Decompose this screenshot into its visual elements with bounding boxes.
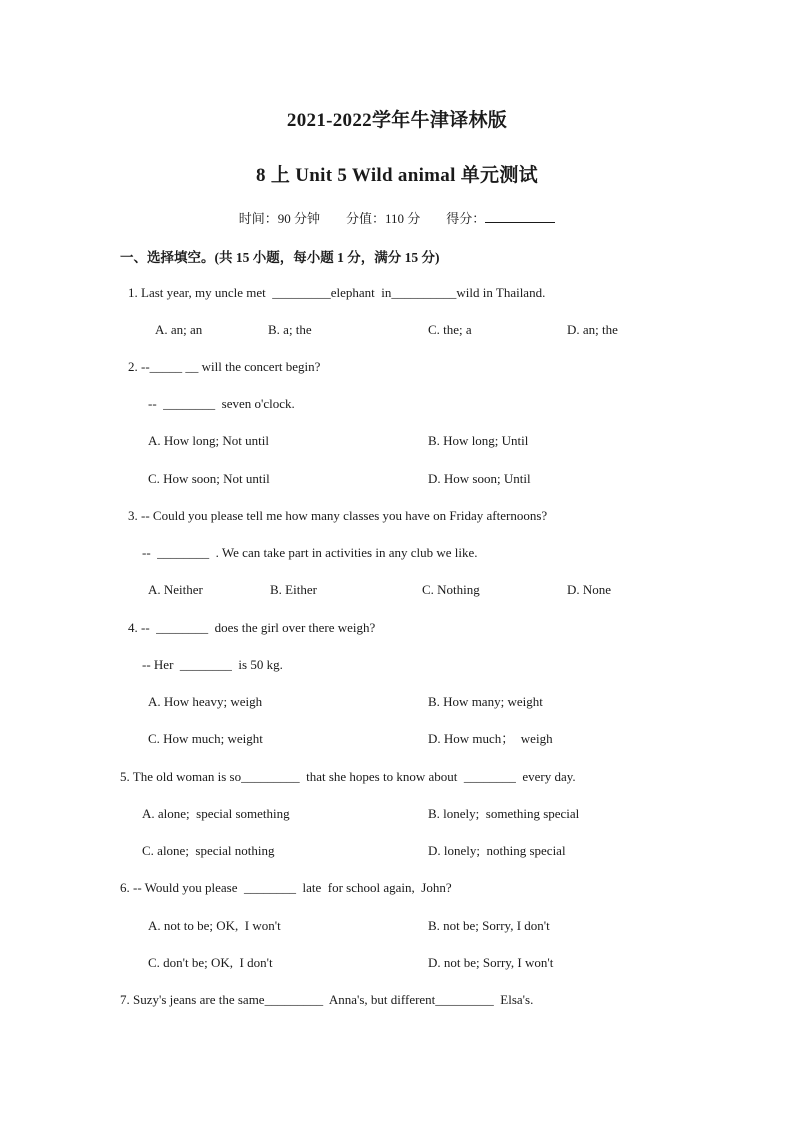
question-2-stem: 2. --_____ __ will the concert begin?	[128, 359, 321, 374]
score-blank[interactable]	[485, 211, 555, 223]
q5-option-d[interactable]: D. lonely; nothing special	[428, 843, 566, 858]
q1-option-c[interactable]: C. the; a	[428, 322, 472, 337]
q2-option-a[interactable]: A. How long; Not until	[148, 433, 269, 448]
question-5-stem: 5. The old woman is so_________ that she hopes to know about ________ every day.	[120, 769, 576, 784]
q4-option-d[interactable]: D. How much； weigh	[428, 731, 553, 746]
q1-option-b[interactable]: B. a; the	[268, 322, 312, 337]
q3-option-a[interactable]: A. Neither	[148, 582, 203, 597]
question-4-line2: -- Her ________ is 50 kg.	[142, 657, 283, 672]
q3-option-c[interactable]: C. Nothing	[422, 582, 480, 597]
question-3-stem: 3. -- Could you please tell me how many classes you have on Friday afternoons?	[128, 508, 548, 523]
time-info: 时间：90 分钟	[238, 211, 320, 226]
q6-option-a[interactable]: A. not to be; OK, I won't	[148, 918, 281, 933]
q3-option-d[interactable]: D. None	[567, 582, 612, 597]
question-4-stem: 4. -- ________ does the girl over there weigh?	[128, 620, 376, 635]
question-2-line2: -- ________ seven o'clock.	[148, 396, 295, 411]
score-got-label: 得分：	[446, 211, 486, 226]
question-7-stem: 7. Suzy's jeans are the same_________ Anna's, but different_________ Elsa's.	[120, 992, 534, 1007]
q6-option-d[interactable]: D. not be; Sorry, I won't	[428, 955, 554, 970]
q4-option-a[interactable]: A. How heavy; weigh	[148, 694, 263, 709]
question-3-line2: -- ________ . We can take part in activities in any club we like.	[142, 545, 478, 560]
q5-option-c[interactable]: C. alone; special nothing	[142, 843, 275, 858]
question-1-stem: 1. Last year, my uncle met _________elephant in__________wild in Thailand.	[128, 285, 546, 300]
q2-option-b[interactable]: B. How long; Until	[428, 433, 529, 448]
q6-option-b[interactable]: B. not be; Sorry, I don't	[428, 918, 550, 933]
section-heading: 一、选择填空。(共 15 小题，每小题 1 分，满分 15 分)	[120, 250, 440, 265]
exam-subtitle: 8 上 Unit 5 Wild animal 单元测试	[256, 165, 538, 186]
q6-option-c[interactable]: C. don't be; OK, I don't	[148, 955, 273, 970]
exam-title: 2021-2022学年牛津译林版	[286, 110, 508, 131]
q1-option-d[interactable]: D. an; the	[567, 322, 618, 337]
q2-option-d[interactable]: D. How soon; Until	[428, 471, 531, 486]
q5-option-b[interactable]: B. lonely; something special	[428, 806, 580, 821]
question-6-stem: 6. -- Would you please ________ late for school again, John?	[120, 880, 452, 895]
q2-option-c[interactable]: C. How soon; Not until	[148, 471, 270, 486]
q1-option-a[interactable]: A. an; an	[155, 322, 203, 337]
exam-info	[0, 208, 794, 227]
q5-option-a[interactable]: A. alone; special something	[142, 806, 290, 821]
score-info: 分值：110 分	[345, 211, 421, 226]
q4-option-b[interactable]: B. How many; weight	[428, 694, 543, 709]
q4-option-c[interactable]: C. How much; weight	[148, 731, 263, 746]
q3-option-b[interactable]: B. Either	[270, 582, 317, 597]
